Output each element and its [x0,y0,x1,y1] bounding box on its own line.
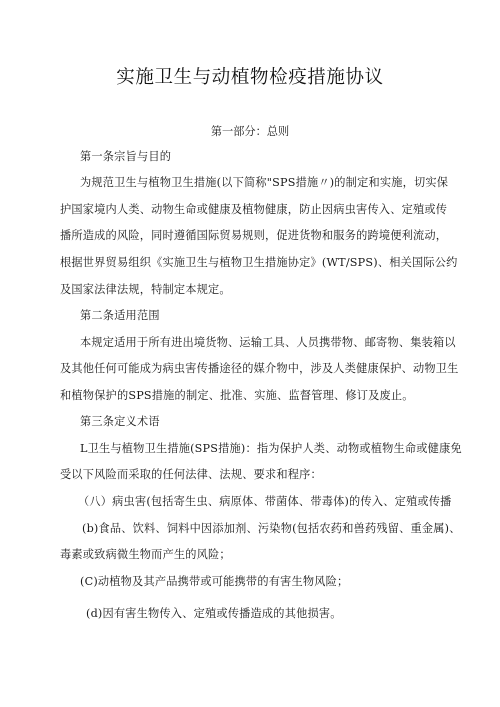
article-1-line-5: 及国家法律法规，特制定本规定。 [60,283,231,296]
article-2-heading: 第二条适用范围 [80,309,160,322]
article-3-item-a: （八）病虫害(包括寄生虫、病原体、带菌体、带毒体)的传入、定殖或传播 [78,495,452,508]
article-1-line-4: 根据世界贸易组织《实施卫生与植物卫生措施协定》(WT/SPS)、相关国际公约 [60,256,458,269]
article-2-line-2: 及其他任何可能成为病虫害传播途径的媒介物中，涉及人类健康保护、动物卫生 [60,362,459,375]
part-heading: 第一部分：总则 [210,125,290,138]
article-3-item-c: (C)动植物及其产品携带或可能携带的有害生物风险； [80,575,349,588]
article-3-line-2: 受以下风险而采取的任何法律、法规、要求和程序： [60,468,322,481]
article-2-line-3: 和植物保护的SPS措施的制定、批准、实施、监督管理、修订及废止。 [60,389,414,402]
article-3-item-b-cont: 毒素或致病微生物而产生的风险； [60,548,231,561]
article-1-line-1: 为规范卫生与植物卫生措施(以下简称"SPS措施〃)的制定和实施，切实保 [80,176,449,189]
article-3-heading: 第三条定义术语 [80,415,160,428]
document-title: 实施卫生与动植物检疫措施协议 [116,67,384,88]
article-3-line-1: L卫生与植物卫生措施(SPS措施)：指为保护人类、动物或植物生命或健康免 [80,442,462,455]
article-1-line-2: 护国家境内人类、动物生命或健康及植物健康，防止因病虫害传入、定殖或传 [60,203,448,216]
article-3-item-d: (d)因有害生物传入、定殖或传播造成的其他损害。 [86,607,342,620]
article-3-item-b: (b)食品、饮料、饲料中因添加剂、污染物(包括农药和兽药残留、重金属)、 [82,522,461,535]
article-1-line-3: 播所造成的风险，同时遵循国际贸易规则，促进货物和服务的跨境便利流动， [60,229,448,242]
article-1-heading: 第一条宗旨与目的 [80,150,172,163]
article-2-line-1: 本规定适用于所有进出境货物、运输工具、人员携带物、邮寄物、集装箱以 [80,336,456,349]
